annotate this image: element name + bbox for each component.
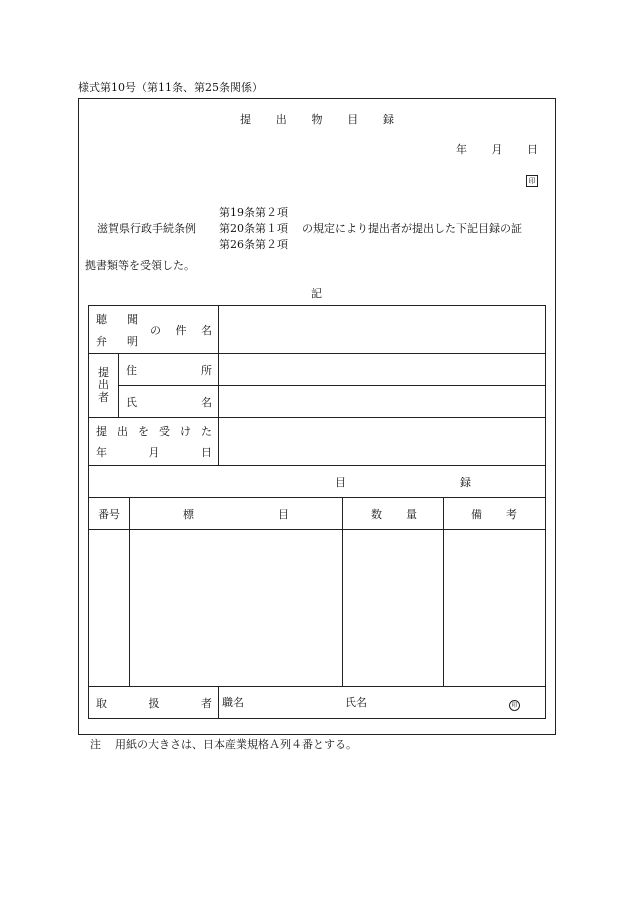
title-char: 提 (240, 113, 251, 126)
label-char: 日 (201, 446, 212, 459)
handler-field[interactable] (219, 687, 546, 719)
seal-icon: 印 (526, 175, 538, 187)
label-char: 提 (96, 425, 107, 438)
label-char: 提 (98, 365, 109, 379)
catalog-quantity-cell[interactable] (343, 530, 444, 687)
note-text: 用紙の大きさは、日本産業規格Ａ列４番とする。 (115, 738, 357, 751)
col-header-remarks (444, 498, 546, 530)
col-header-item (130, 498, 343, 530)
case-name-field[interactable] (219, 306, 546, 354)
label-char: の (150, 323, 161, 337)
form-title (240, 114, 394, 125)
handler-label (89, 687, 219, 719)
received-date-field[interactable] (219, 418, 546, 466)
label-char: 目 (335, 475, 346, 489)
label-char: 所 (201, 363, 213, 377)
catalog-heading (89, 466, 546, 498)
received-date-label (89, 418, 219, 466)
label-char: 標 (183, 507, 194, 521)
date-month: 月 (491, 143, 503, 156)
ki-heading: 記 (311, 287, 322, 300)
label-char: 考 (506, 507, 518, 521)
label-char: 聴 (96, 312, 107, 326)
note-label: 注 (90, 738, 101, 751)
label-char: 年 (96, 446, 107, 459)
title-char: 目 (347, 113, 359, 126)
name-label (119, 386, 219, 418)
label-char: 量 (406, 507, 418, 521)
label-char: 目 (278, 507, 290, 521)
label-char: を (138, 425, 149, 438)
label-char: 備 (471, 507, 483, 521)
title-char: 録 (383, 113, 394, 126)
article-19: 第19条第２項 (219, 206, 288, 219)
position-label: 職名 (222, 695, 245, 709)
label-char: 明 (127, 334, 138, 348)
col-header-quantity (343, 498, 444, 530)
label-char: 名 (201, 395, 213, 409)
date-line (456, 144, 538, 155)
label-char: 者 (201, 696, 212, 710)
label-char: 名 (201, 323, 212, 337)
col-header-number: 番号 (89, 498, 130, 530)
label-char: 件 (175, 323, 187, 337)
label-char: 出 (98, 378, 109, 392)
label-char: 扱 (148, 696, 160, 710)
case-name-label (89, 306, 219, 354)
article-20: 第20条第１項 (219, 222, 288, 235)
catalog-item-cell[interactable] (130, 530, 343, 687)
article-26: 第26条第２項 (219, 238, 288, 251)
label-char: 住 (126, 363, 137, 377)
label-char: 聞 (127, 312, 138, 326)
label-char: 者 (98, 390, 109, 404)
address-label (119, 354, 219, 386)
body-text-2: 拠書類等を受領した。 (85, 259, 195, 272)
title-char: 物 (311, 113, 323, 126)
title-char: 出 (275, 113, 287, 126)
date-day: 日 (527, 143, 538, 156)
address-field[interactable] (219, 354, 546, 386)
label-char: け (180, 425, 191, 438)
submitter-label (89, 354, 119, 418)
label-char: 月 (148, 446, 160, 459)
handler-name-label: 氏名 (345, 695, 368, 709)
ordinance-name: 滋賀県行政手続条例 (97, 222, 196, 235)
handler-seal-icon: 印 (509, 698, 520, 711)
label-char: 弁 (96, 334, 107, 348)
label-char: 録 (460, 475, 471, 489)
evidence-table (88, 305, 546, 719)
seal-mark (526, 174, 538, 187)
body-text-1: の規定により提出者が提出した下記目録の証 (302, 222, 522, 235)
date-year: 年 (456, 143, 467, 156)
form-number: 様式第10号（第11条、第25条関係） (78, 81, 263, 94)
catalog-remarks-cell[interactable] (444, 530, 546, 687)
label-char: た (201, 425, 212, 438)
catalog-number-cell[interactable] (89, 530, 130, 687)
label-char: 取 (96, 696, 107, 710)
label-char: 氏 (126, 395, 137, 409)
label-char: 出 (117, 425, 128, 438)
label-char: 受 (159, 425, 170, 438)
name-field[interactable] (219, 386, 546, 418)
label-char: 数 (371, 507, 383, 521)
